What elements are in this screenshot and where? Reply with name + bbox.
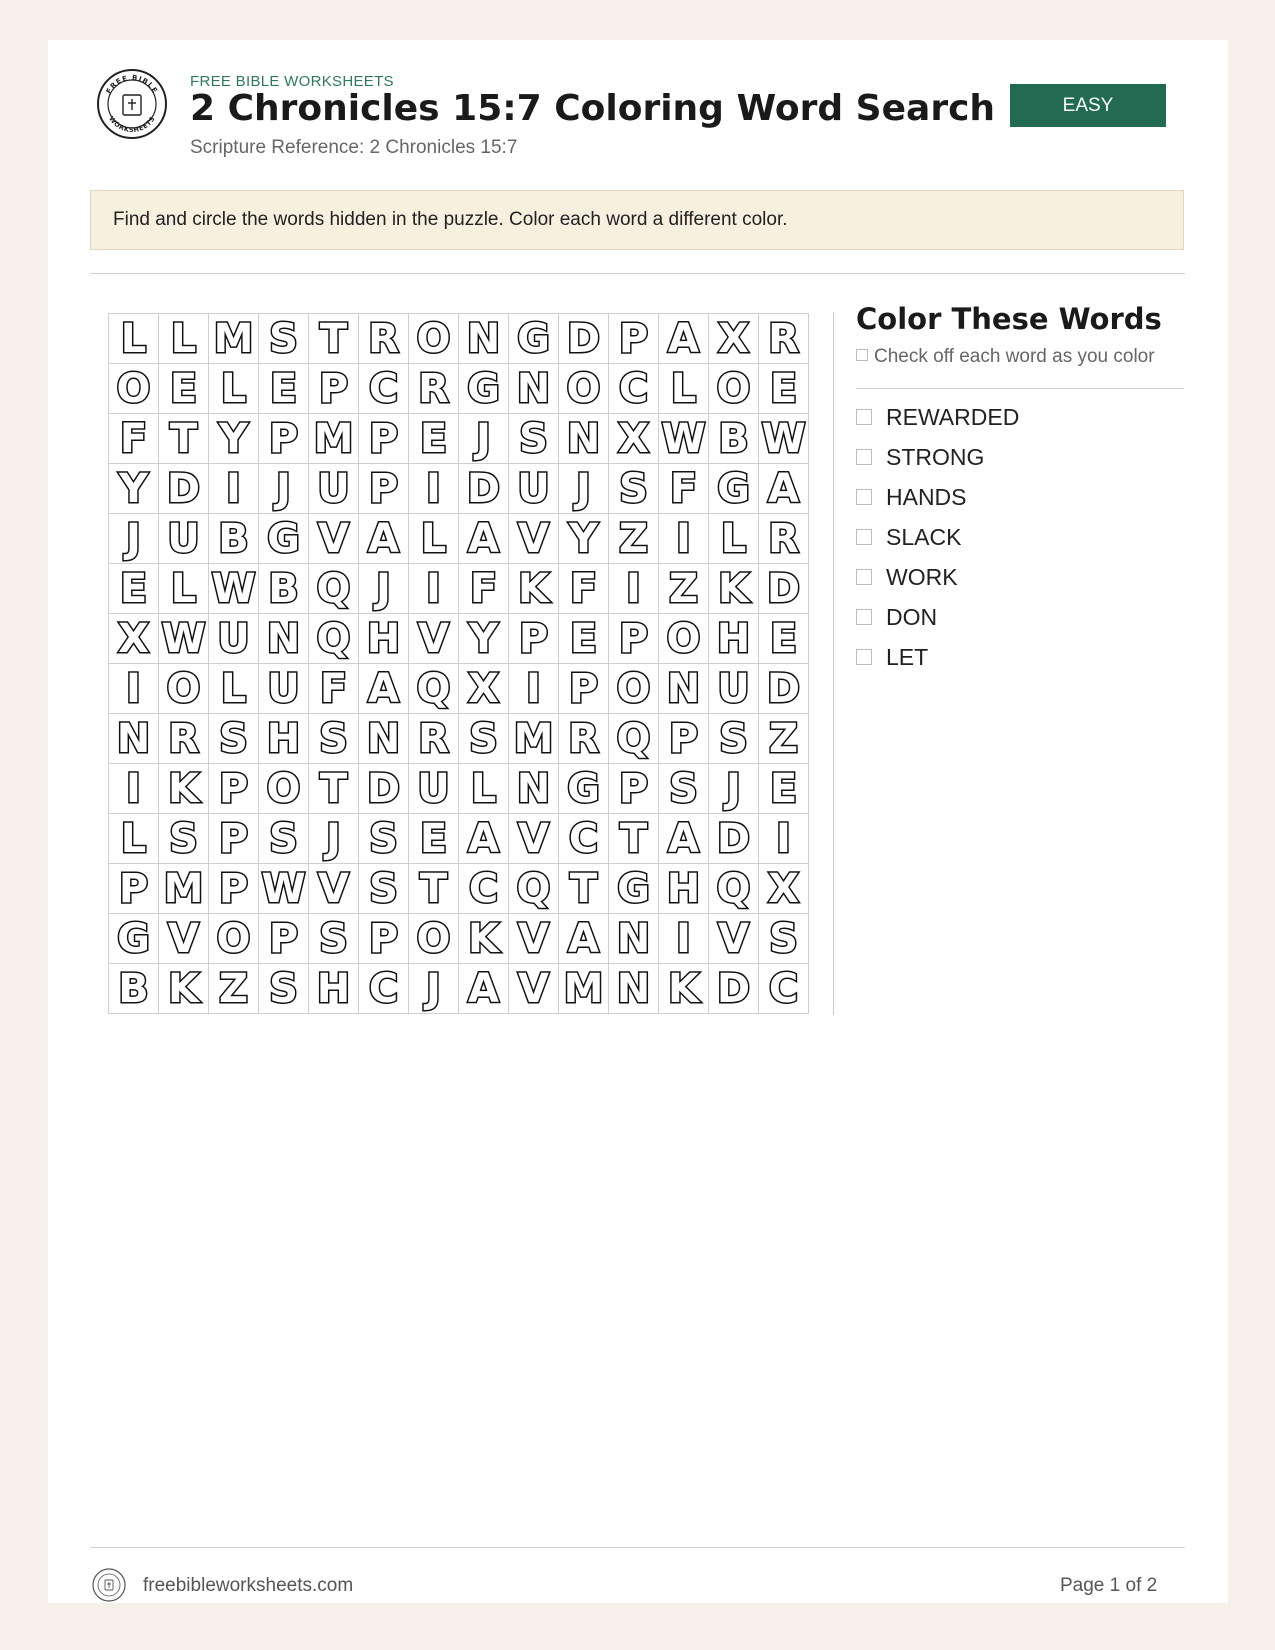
grid-cell[interactable]: L xyxy=(209,664,259,714)
grid-cell[interactable]: M xyxy=(559,964,609,1014)
grid-cell[interactable]: E xyxy=(259,364,309,414)
grid-cell[interactable]: B xyxy=(259,564,309,614)
grid-cell[interactable]: I xyxy=(659,914,709,964)
grid-cell[interactable]: S xyxy=(209,714,259,764)
grid-cell[interactable]: U xyxy=(309,464,359,514)
grid-cell[interactable]: I xyxy=(109,764,159,814)
grid-cell[interactable]: V xyxy=(709,914,759,964)
word-label: WORK xyxy=(886,563,958,590)
grid-cell[interactable]: N xyxy=(659,664,709,714)
grid-cell[interactable]: P xyxy=(559,664,609,714)
worksheet-header xyxy=(48,40,1228,180)
grid-cell[interactable]: K xyxy=(459,914,509,964)
grid-cell[interactable]: X xyxy=(759,864,809,914)
grid-cell[interactable]: J xyxy=(409,964,459,1014)
grid-cell[interactable]: H xyxy=(709,614,759,664)
grid-cell[interactable]: B xyxy=(709,414,759,464)
grid-cell[interactable]: Y xyxy=(109,464,159,514)
grid-cell[interactable]: Y xyxy=(559,514,609,564)
grid-cell[interactable]: L xyxy=(409,514,459,564)
word-item[interactable] xyxy=(856,397,1019,437)
grid-cell[interactable]: S xyxy=(259,314,309,364)
grid-cell[interactable]: G xyxy=(709,464,759,514)
word-list-subtitle-text: Check off each word as you color xyxy=(874,346,1155,367)
grid-cell[interactable]: D xyxy=(759,564,809,614)
word-list xyxy=(856,397,1019,677)
grid-cell[interactable]: N xyxy=(359,714,409,764)
grid-cell[interactable]: L xyxy=(159,314,209,364)
grid-cell[interactable]: D xyxy=(559,314,609,364)
grid-cell[interactable]: A xyxy=(359,514,409,564)
grid-cell[interactable]: U xyxy=(159,514,209,564)
divider xyxy=(90,273,1185,274)
grid-cell[interactable]: G xyxy=(459,364,509,414)
word-label: SLACK xyxy=(886,523,962,550)
word-item[interactable] xyxy=(856,597,1019,637)
grid-cell[interactable]: F xyxy=(559,564,609,614)
worksheet-page xyxy=(48,40,1228,1603)
grid-cell[interactable]: P xyxy=(359,414,409,464)
grid-cell[interactable]: X xyxy=(109,614,159,664)
grid-cell[interactable]: U xyxy=(209,614,259,664)
grid-cell[interactable]: O xyxy=(109,364,159,414)
grid-cell[interactable]: N xyxy=(509,764,559,814)
grid-cell[interactable]: V xyxy=(309,864,359,914)
grid-cell[interactable]: P xyxy=(259,414,309,464)
grid-cell[interactable]: B xyxy=(109,964,159,1014)
grid-cell[interactable]: Y xyxy=(459,614,509,664)
grid-cell[interactable]: J xyxy=(109,514,159,564)
grid-cell[interactable]: V xyxy=(409,614,459,664)
grid-cell[interactable]: I xyxy=(409,464,459,514)
grid-cell[interactable]: P xyxy=(609,764,659,814)
footer-url[interactable]: freebibleworksheets.com xyxy=(143,1575,354,1596)
grid-cell[interactable]: E xyxy=(409,814,459,864)
grid-cell[interactable]: C xyxy=(359,964,409,1014)
grid-cell[interactable]: Z xyxy=(659,564,709,614)
grid-cell[interactable]: L xyxy=(659,364,709,414)
page-title: 2 Chronicles 15:7 Coloring Word Search xyxy=(190,88,996,129)
grid-cell[interactable]: O xyxy=(609,664,659,714)
word-label: STRONG xyxy=(886,443,985,470)
grid-cell[interactable]: L xyxy=(109,314,159,364)
grid-cell[interactable]: O xyxy=(709,364,759,414)
grid-cell[interactable]: V xyxy=(159,914,209,964)
grid-cell[interactable]: S xyxy=(309,914,359,964)
grid-cell[interactable]: T xyxy=(309,314,359,364)
grid-cell[interactable]: T xyxy=(159,414,209,464)
grid-cell[interactable]: J xyxy=(559,464,609,514)
word-list-divider xyxy=(856,388,1184,389)
grid-cell[interactable]: F xyxy=(659,464,709,514)
grid-cell[interactable]: D xyxy=(159,464,209,514)
grid-cell[interactable]: G xyxy=(559,764,609,814)
word-label: HANDS xyxy=(886,483,967,510)
grid-cell[interactable]: K xyxy=(709,564,759,614)
grid-cell[interactable]: S xyxy=(159,814,209,864)
grid-cell[interactable]: U xyxy=(409,764,459,814)
grid-cell[interactable]: I xyxy=(509,664,559,714)
grid-cell[interactable]: P xyxy=(109,864,159,914)
grid-cell[interactable]: T xyxy=(609,814,659,864)
grid-cell[interactable]: K xyxy=(659,964,709,1014)
grid-cell[interactable]: A xyxy=(359,664,409,714)
grid-cell[interactable]: C xyxy=(459,864,509,914)
grid-cell[interactable]: F xyxy=(109,414,159,464)
grid-cell[interactable]: U xyxy=(259,664,309,714)
grid-cell[interactable]: O xyxy=(409,914,459,964)
grid-cell[interactable]: L xyxy=(159,564,209,614)
grid-cell[interactable]: D xyxy=(759,664,809,714)
grid-cell[interactable]: P xyxy=(609,614,659,664)
grid-cell[interactable]: P xyxy=(259,914,309,964)
footer-divider xyxy=(90,1547,1185,1548)
grid-cell[interactable]: W xyxy=(259,864,309,914)
grid-cell[interactable]: N xyxy=(459,314,509,364)
word-checkbox[interactable] xyxy=(856,649,872,665)
grid-cell[interactable]: L xyxy=(109,814,159,864)
grid-cell[interactable]: A xyxy=(759,464,809,514)
grid-cell[interactable]: S xyxy=(259,964,309,1014)
vertical-divider xyxy=(833,312,834,1015)
word-item[interactable] xyxy=(856,637,1019,677)
logo-text-top: FREE BIBLE xyxy=(104,73,160,96)
grid-cell[interactable]: Y xyxy=(209,414,259,464)
grid-cell[interactable]: X xyxy=(459,664,509,714)
grid-cell[interactable]: Z xyxy=(609,514,659,564)
grid-cell[interactable]: Q xyxy=(309,564,359,614)
grid-cell[interactable]: I xyxy=(409,564,459,614)
grid-cell[interactable]: E xyxy=(759,614,809,664)
grid-cell[interactable]: R xyxy=(159,714,209,764)
word-search-grid[interactable] xyxy=(108,313,809,1014)
grid-cell[interactable]: C xyxy=(609,364,659,414)
grid-cell[interactable]: L xyxy=(709,514,759,564)
grid-cell[interactable]: P xyxy=(359,914,409,964)
grid-cell[interactable]: M xyxy=(209,314,259,364)
grid-cell[interactable]: R xyxy=(409,364,459,414)
grid-cell[interactable]: S xyxy=(459,714,509,764)
grid-cell[interactable]: T xyxy=(309,764,359,814)
grid-cell[interactable]: W xyxy=(209,564,259,614)
word-checkbox[interactable] xyxy=(856,569,872,585)
grid-cell[interactable]: E xyxy=(109,564,159,614)
grid-cell[interactable]: I xyxy=(109,664,159,714)
grid-cell[interactable]: F xyxy=(309,664,359,714)
grid-cell[interactable]: R xyxy=(759,314,809,364)
grid-cell[interactable]: S xyxy=(659,764,709,814)
grid-cell[interactable]: Q xyxy=(509,864,559,914)
word-checkbox[interactable] xyxy=(856,449,872,465)
grid-cell[interactable]: P xyxy=(609,314,659,364)
grid-cell[interactable]: S xyxy=(709,714,759,764)
grid-cell[interactable]: B xyxy=(209,514,259,564)
grid-cell[interactable]: P xyxy=(509,614,559,664)
grid-cell[interactable]: T xyxy=(409,864,459,914)
grid-cell[interactable]: Q xyxy=(309,614,359,664)
word-checkbox[interactable] xyxy=(856,489,872,505)
grid-cell[interactable]: S xyxy=(259,814,309,864)
grid-cell[interactable]: K xyxy=(159,964,209,1014)
grid-cell[interactable]: Q xyxy=(409,664,459,714)
grid-cell[interactable]: Q xyxy=(709,864,759,914)
bible-logo-icon xyxy=(96,68,168,140)
grid-cell[interactable]: I xyxy=(209,464,259,514)
grid-cell[interactable]: P xyxy=(209,864,259,914)
grid-cell[interactable]: G xyxy=(259,514,309,564)
grid-cell[interactable]: L xyxy=(209,364,259,414)
grid-cell[interactable]: E xyxy=(159,364,209,414)
word-label: REWARDED xyxy=(886,403,1020,430)
grid-cell[interactable]: O xyxy=(559,364,609,414)
grid-cell[interactable]: D xyxy=(359,764,409,814)
grid-cell[interactable]: J xyxy=(359,564,409,614)
grid-cell[interactable]: R xyxy=(359,314,409,364)
grid-cell[interactable]: O xyxy=(409,314,459,364)
grid-cell[interactable]: S xyxy=(509,414,559,464)
grid-cell[interactable]: G xyxy=(609,864,659,914)
grid-cell[interactable]: C xyxy=(359,364,409,414)
grid-cell[interactable]: E xyxy=(409,414,459,464)
grid-cell[interactable]: D xyxy=(459,464,509,514)
word-checkbox[interactable] xyxy=(856,609,872,625)
grid-cell[interactable]: Z xyxy=(759,714,809,764)
grid-cell[interactable]: N xyxy=(559,414,609,464)
grid-cell[interactable]: P xyxy=(309,364,359,414)
small-checkbox-icon xyxy=(856,349,868,361)
grid-cell[interactable]: Z xyxy=(209,964,259,1014)
grid-cell[interactable]: R xyxy=(409,714,459,764)
grid-cell[interactable]: C xyxy=(759,964,809,1014)
grid-cell[interactable]: S xyxy=(309,714,359,764)
page-number: Page 1 of 2 xyxy=(1060,1575,1158,1596)
grid-cell[interactable]: Q xyxy=(609,714,659,764)
grid-cell[interactable]: V xyxy=(309,514,359,564)
grid-cell[interactable]: R xyxy=(559,714,609,764)
grid-cell[interactable]: A xyxy=(559,914,609,964)
grid-cell[interactable]: A xyxy=(459,964,509,1014)
grid-cell[interactable]: E xyxy=(759,364,809,414)
grid-cell[interactable]: S xyxy=(359,814,409,864)
grid-cell[interactable]: M xyxy=(309,414,359,464)
grid-cell[interactable]: W xyxy=(659,414,709,464)
grid-cell[interactable]: W xyxy=(759,414,809,464)
grid-cell[interactable]: R xyxy=(759,514,809,564)
grid-cell[interactable]: G xyxy=(509,314,559,364)
word-checkbox[interactable] xyxy=(856,409,872,425)
grid-cell[interactable]: H xyxy=(259,714,309,764)
grid-cell[interactable]: N xyxy=(509,364,559,414)
word-label: LET xyxy=(886,643,929,670)
grid-cell[interactable]: V xyxy=(509,514,559,564)
scripture-reference: Scripture Reference: 2 Chronicles 15:7 xyxy=(190,137,518,158)
brand-label: FREE BIBLE WORKSHEETS xyxy=(190,73,394,90)
grid-cell[interactable]: J xyxy=(709,764,759,814)
grid-cell[interactable]: M xyxy=(159,864,209,914)
grid-cell[interactable]: P xyxy=(359,464,409,514)
grid-cell[interactable]: D xyxy=(709,814,759,864)
grid-cell[interactable]: A xyxy=(659,314,709,364)
word-label: DON xyxy=(886,603,938,630)
word-list-title: Color These Words xyxy=(856,302,1162,336)
grid-cell[interactable]: G xyxy=(109,914,159,964)
grid-cell[interactable]: H xyxy=(659,864,709,914)
grid-cell[interactable]: P xyxy=(209,814,259,864)
word-item[interactable] xyxy=(856,557,1019,597)
grid-cell[interactable]: W xyxy=(159,614,209,664)
grid-cell[interactable]: N xyxy=(609,914,659,964)
grid-cell[interactable]: P xyxy=(659,714,709,764)
grid-cell[interactable]: F xyxy=(459,564,509,614)
grid-cell[interactable]: H xyxy=(359,614,409,664)
grid-cell[interactable]: I xyxy=(659,514,709,564)
grid-cell[interactable]: X xyxy=(609,414,659,464)
grid-cell[interactable]: A xyxy=(659,814,709,864)
grid-cell[interactable]: J xyxy=(459,414,509,464)
instructions-box: Find and circle the words hidden in the puzzle. Color each word a different color. xyxy=(90,190,1184,250)
grid-cell[interactable]: U xyxy=(509,464,559,514)
grid-cell[interactable]: H xyxy=(309,964,359,1014)
grid-cell[interactable]: D xyxy=(709,964,759,1014)
grid-cell[interactable]: O xyxy=(659,614,709,664)
grid-cell[interactable]: T xyxy=(559,864,609,914)
grid-cell[interactable]: L xyxy=(459,764,509,814)
grid-cell[interactable]: J xyxy=(259,464,309,514)
word-item[interactable] xyxy=(856,437,1019,477)
grid-cell[interactable]: J xyxy=(309,814,359,864)
grid-cell[interactable]: S xyxy=(609,464,659,514)
grid-cell[interactable]: I xyxy=(609,564,659,614)
word-item[interactable] xyxy=(856,517,1019,557)
grid-cell[interactable]: I xyxy=(759,814,809,864)
grid-cell[interactable]: N xyxy=(609,964,659,1014)
grid-cell[interactable]: S xyxy=(359,864,409,914)
grid-cell[interactable]: O xyxy=(159,664,209,714)
word-item[interactable] xyxy=(856,477,1019,517)
grid-cell[interactable]: X xyxy=(709,314,759,364)
grid-cell[interactable]: A xyxy=(459,814,509,864)
word-list-subtitle xyxy=(856,346,1155,368)
grid-cell[interactable]: O xyxy=(209,914,259,964)
grid-cell[interactable]: K xyxy=(159,764,209,814)
grid-cell[interactable]: V xyxy=(509,964,559,1014)
difficulty-badge[interactable]: EASY xyxy=(1010,84,1166,127)
grid-cell[interactable]: N xyxy=(109,714,159,764)
grid-cell[interactable]: V xyxy=(509,914,559,964)
grid-cell[interactable]: E xyxy=(759,764,809,814)
grid-cell[interactable]: V xyxy=(509,814,559,864)
grid-cell[interactable]: E xyxy=(559,614,609,664)
grid-cell[interactable]: K xyxy=(509,564,559,614)
grid-cell[interactable]: A xyxy=(459,514,509,564)
grid-cell[interactable]: U xyxy=(709,664,759,714)
logo-text-bottom: WORKSHEETS xyxy=(107,114,157,135)
grid-cell[interactable]: M xyxy=(509,714,559,764)
word-checkbox[interactable] xyxy=(856,529,872,545)
grid-cell[interactable]: C xyxy=(559,814,609,864)
grid-cell[interactable]: N xyxy=(259,614,309,664)
grid-cell[interactable]: O xyxy=(259,764,309,814)
footer-logo-icon xyxy=(92,1568,126,1602)
grid-cell[interactable]: S xyxy=(759,914,809,964)
grid-cell[interactable]: P xyxy=(209,764,259,814)
